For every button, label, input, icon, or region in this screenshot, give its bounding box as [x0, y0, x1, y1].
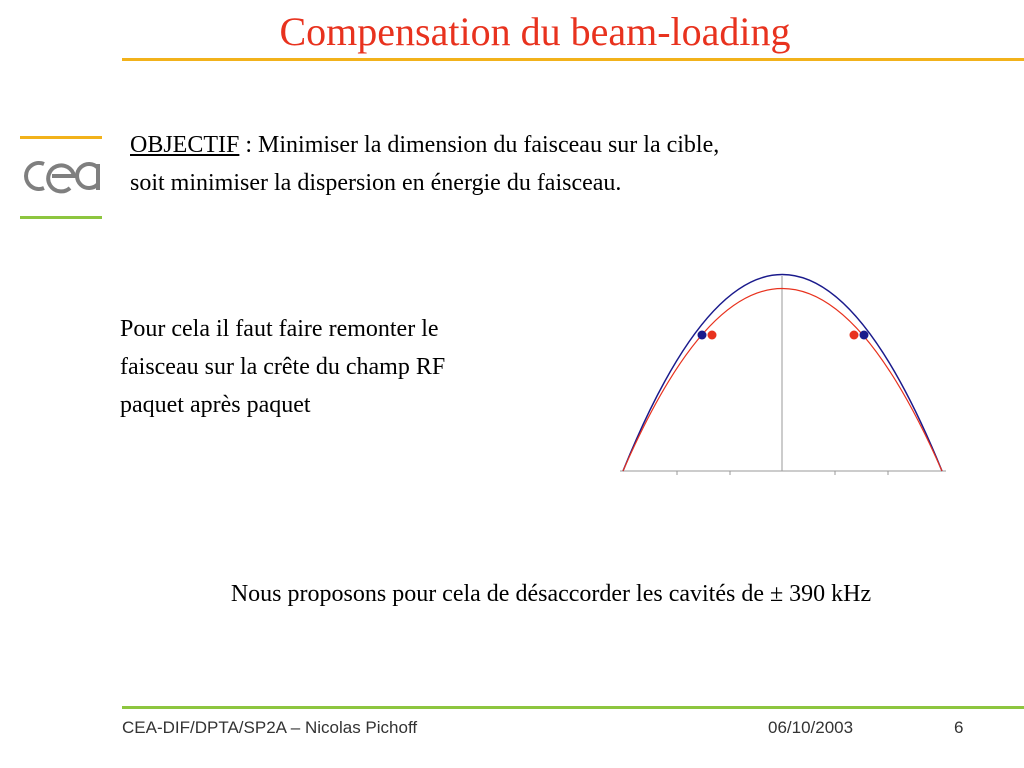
bunch-marker-blue	[860, 331, 869, 340]
explanation-line1: Pour cela il faut faire remonter le	[120, 316, 439, 342]
rf-crest-figure	[620, 268, 946, 478]
bunch-marker-red	[850, 331, 859, 340]
cea-logo-icon	[20, 158, 104, 194]
footer-author: CEA-DIF/DPTA/SP2A – Nicolas Pichoff	[122, 718, 418, 737]
slide-title: Compensation du beam-loading	[279, 9, 791, 54]
logo-top-bar	[20, 136, 102, 139]
page-number: 6	[954, 718, 964, 737]
footer-divider	[122, 706, 1024, 709]
cea-logo	[20, 136, 104, 224]
objective-line2: soit minimiser la dispersion en énergie du faisceau.	[130, 170, 622, 196]
bunch-marker-blue	[698, 331, 707, 340]
explanation-text	[120, 310, 560, 424]
footer-date: 06/10/2003	[768, 718, 854, 737]
logo-bottom-bar	[20, 216, 102, 219]
title-divider	[122, 58, 1024, 61]
objective-label: OBJECTIF	[130, 132, 240, 158]
objective-line1: : Minimiser la dimension du faisceau sur la cible,	[239, 132, 720, 158]
bunch-marker-red	[708, 331, 717, 340]
explanation-line3: paquet après paquet	[120, 392, 311, 418]
objective-text	[130, 126, 930, 202]
proposal-text: Nous proposons pour cela de désaccorder les cavités de ± 390 kHz	[230, 581, 872, 607]
explanation-line2: faisceau sur la crête du champ RF	[120, 354, 446, 380]
